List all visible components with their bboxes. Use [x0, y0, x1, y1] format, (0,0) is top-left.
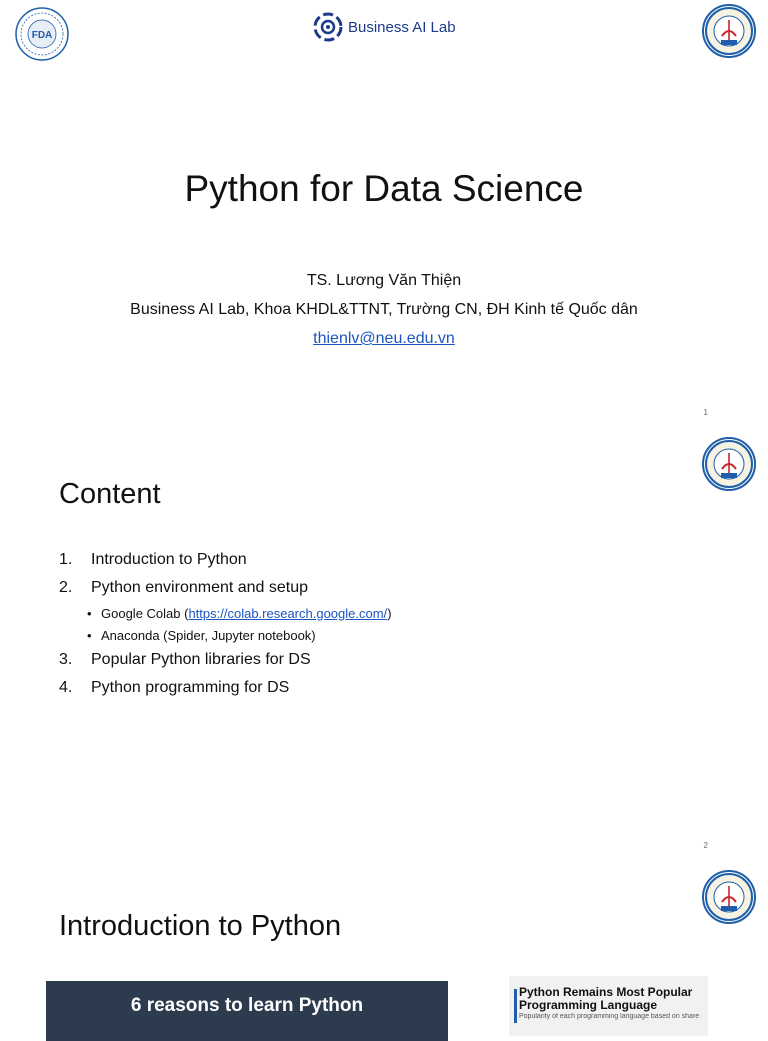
business-ai-lab-icon	[312, 11, 344, 43]
email-line	[0, 330, 768, 348]
popularity-chart-title: Python Remains Most Popular Programming Language	[519, 985, 693, 1012]
fda-logo-text: FDA	[31, 30, 53, 41]
sub-item-text: Anaconda (Spider, Jupyter notebook)	[101, 627, 316, 643]
sub-list-item	[59, 602, 699, 624]
slide-content	[0, 424, 768, 854]
page-number: 1	[703, 408, 708, 417]
affiliation: Business AI Lab, Khoa KHDL&TTNT, Trường CN, ĐH Kinh tế Quốc dân	[130, 301, 638, 318]
list-number: 4.	[59, 679, 73, 696]
university-seal-icon	[702, 437, 756, 491]
sub-item-prefix: Google Colab (	[101, 605, 189, 621]
list-item	[59, 546, 699, 574]
list-item	[59, 674, 699, 702]
sub-item-suffix: )	[387, 605, 392, 621]
bullet: •	[87, 605, 92, 621]
reasons-banner-image	[46, 981, 448, 1041]
list-number: 2.	[59, 579, 73, 596]
list-label: Python programming for DS	[91, 679, 290, 696]
list-number: 3.	[59, 651, 73, 668]
university-seal-icon	[702, 4, 756, 58]
list-item	[59, 574, 699, 602]
university-seal-icon	[702, 870, 756, 924]
content-list	[59, 546, 699, 702]
section-heading: Introduction to Python	[59, 910, 342, 942]
sub-list-item	[59, 624, 699, 646]
colab-link[interactable]: https://colab.research.google.com/	[188, 605, 388, 621]
popularity-chart-subtitle: Popularity of each programming language based on share	[519, 1013, 700, 1020]
bullet: •	[87, 627, 92, 643]
business-ai-lab-logo	[312, 10, 456, 44]
popularity-chart-image	[509, 976, 708, 1036]
list-item	[59, 646, 699, 674]
email-link[interactable]: thienlv@neu.edu.vn	[313, 330, 455, 347]
business-ai-lab-text: Business AI Lab	[348, 18, 456, 36]
list-number: 1.	[59, 551, 73, 568]
reasons-banner-text: 6 reasons to learn Python	[130, 995, 364, 1016]
slide-intro	[0, 854, 768, 1024]
page-number: 2	[703, 841, 708, 850]
fda-logo	[14, 6, 70, 62]
list-label: Popular Python libraries for DS	[91, 651, 311, 668]
list-label: Introduction to Python	[91, 551, 247, 568]
list-label: Python environment and setup	[91, 579, 309, 596]
accent-bar	[514, 989, 517, 1023]
author-name: TS. Lương Văn Thiện	[306, 272, 462, 289]
slide-title	[0, 0, 768, 424]
page-title: Python for Data Science	[184, 168, 584, 209]
section-heading: Content	[59, 478, 161, 510]
